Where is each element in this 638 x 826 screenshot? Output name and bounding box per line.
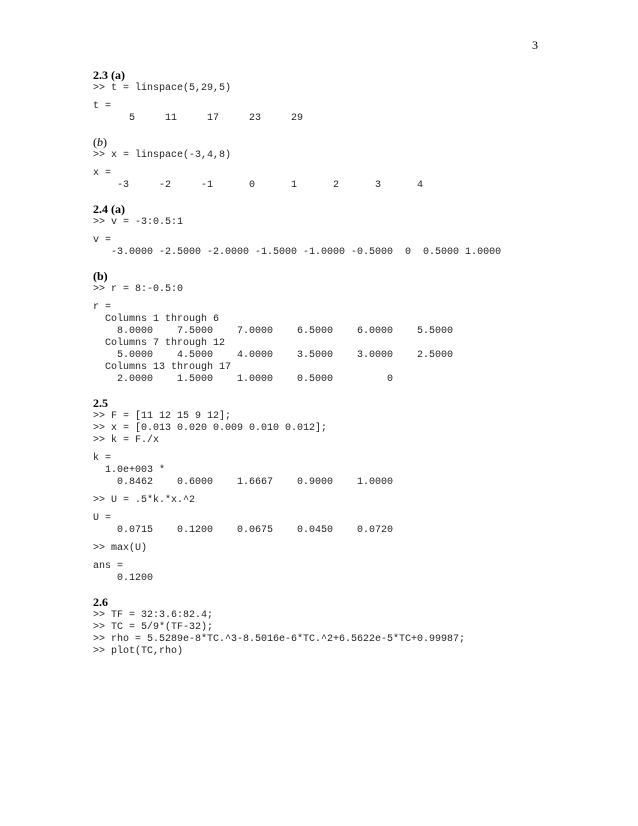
problem-2-3a-heading: 2.3 (a) xyxy=(93,68,125,82)
document-body xyxy=(93,68,563,658)
problem-2-3b-command: >> x = linspace(-3,4,8) xyxy=(93,150,232,161)
problem-2-4a-output: v = -3.0000 -2.5000 -2.0000 -1.5000 -1.0000 -0.5000 0 0.5000 1.0000 xyxy=(93,235,502,258)
problem-2-5-k-output: k = 1.0e+003 * 0.8462 0.6000 1.6667 0.9000 1.0000 xyxy=(93,453,394,488)
problem-2-5-u-output: U = 0.0715 0.1200 0.0675 0.0450 0.0720 xyxy=(93,513,394,536)
problem-2-6-heading: 2.6 xyxy=(93,595,108,609)
problem-2-3b-heading: (b) xyxy=(93,135,107,149)
problem-2-3b-output: x = -3 -2 -1 0 1 2 3 4 xyxy=(93,168,424,191)
problem-2-6-commands: >> TF = 32:3.6:82.4; >> TC = 5/9*(TF-32); >> rho = 5.5289e-8*TC.^3-8.5016e-6*TC.^2+6.5622e-5*TC+0.99987; >> plot(TC,rho) xyxy=(93,610,466,657)
problem-2-3b-letter: b xyxy=(97,135,103,149)
problem-2-5-max-output: ans = 0.1200 xyxy=(93,561,154,584)
problem-2-4a-command: >> v = -3:0.5:1 xyxy=(93,217,184,228)
problem-2-5-max-command: >> max(U) xyxy=(93,543,148,554)
problem-2-4b-command: >> r = 8:-0.5:0 xyxy=(93,284,184,295)
problem-2-3a-output: t = 5 11 17 23 29 xyxy=(93,101,304,124)
problem-2-4b-heading: (b) xyxy=(93,269,108,283)
problem-2-5-u-command: >> U = .5*k.*x.^2 xyxy=(93,495,196,506)
problem-2-4b-output: r = Columns 1 through 6 8.0000 7.5000 7.0000 6.5000 6.0000 5.5000 Columns 7 through 12 5.0000 4.5000 4.0000 3.5000 3.0000 2.5000 Columns 13 through 17 2.0000 1.5000 1.0000 0.5000 0 xyxy=(93,302,454,385)
page-number: 3 xyxy=(532,38,538,52)
problem-2-5-commands: >> F = [11 12 15 9 12]; >> x = [0.013 0.020 0.009 0.010 0.012]; >> k = F./x xyxy=(93,411,328,446)
problem-2-3a-command: >> t = linspace(5,29,5) xyxy=(93,83,232,94)
problem-2-4a-heading: 2.4 (a) xyxy=(93,202,125,216)
problem-2-5-heading: 2.5 xyxy=(93,396,108,410)
